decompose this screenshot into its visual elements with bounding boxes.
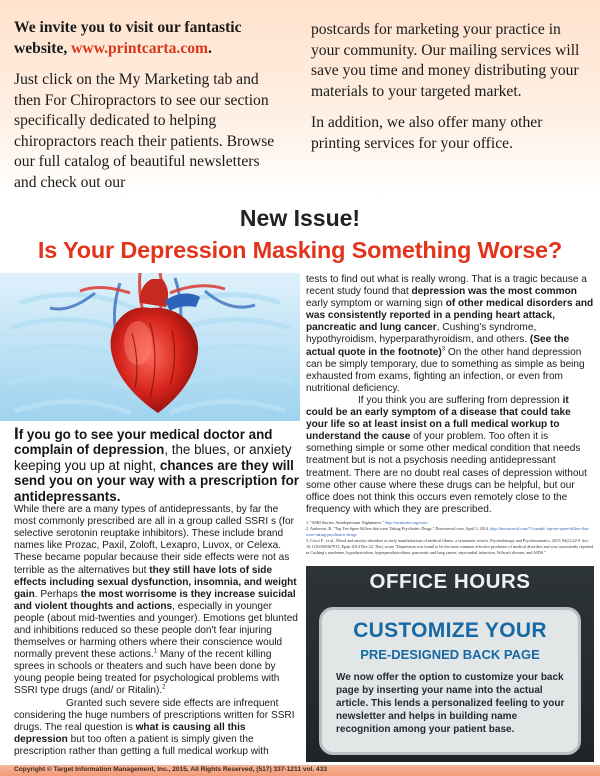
invite-lead [14,18,282,59]
ssri-paragraph [14,504,299,698]
footnotes [306,520,594,556]
depression-common-bold: depression was the most common [411,286,577,298]
office-hours-box [306,566,594,762]
drop-cap: I [14,424,19,443]
marketing-instructions: Just click on the My Marketing tab and then For Chiropractors to see our section specifically dedicated to helping chiropractors reach their patients. Browse our full catalog of beautiful newsletters and check out our [14,71,275,191]
lead-end: . [116,488,121,504]
customize-title: CUSTOMIZE YOUR [353,619,547,642]
lead-normal: , the blues, or anxiety keeping you up at night, [14,442,292,473]
office-hours-title: OFFICE HOURS [369,570,531,593]
copyright-text: Copyright © Target Information Management, Inc., 2015, All Rights Reserved, (517) 337-1211 vol. 433 [14,766,328,773]
cause-bold: what is causing all this depression [14,721,246,745]
advice-bold: it could be an early symptom of a disease that could take your life so at least insist on a full medical workup to understand the cause [306,394,571,443]
see-footnote-bold: (See the actual quote in the footnote) [306,334,570,358]
header-left-column [14,18,282,193]
cause-text: Granted such severe side effects are infrequent considering the huge numbers of prescriptions written for SSRI drugs. The real question is [14,697,295,733]
lead-bold: f you go to see your medical doctor and complain of depression [14,427,273,458]
ssri-text-cont: . Perhaps [34,588,81,600]
invite-line-suffix: . [208,39,212,57]
article-right-column [306,274,594,516]
article-lead-paragraph [14,426,299,504]
suicidal-bold: the most worrisome is they increase suicidal and violent thoughts and actions [14,588,296,612]
customize-badge [319,607,581,755]
study-paragraph [306,274,594,395]
new-issue-kicker: New Issue! [239,205,361,231]
cause-paragraph [14,698,299,758]
advice-text-cont: of your problem. Too often it is something simple or some other medical condition that needs treatment but is not a psychosis needing antidepressant treatment. There are no doubt real cases of depression without some other cause where these drugs can be helpful, but our office does not think this occurs even remotely close to the frequency with which they are prescribed. [306,431,587,515]
lead-bold-2: chances are they will send you on your way with a prescription for antidepressants [14,457,299,504]
website-link[interactable]: www.printcarta.com [71,39,209,57]
printing-services-paragraph: In addition, we also offer many other printing services for your office. [311,114,543,152]
heart-anatomy-illustration [0,273,300,421]
footnote-3 [306,538,594,556]
invite-line: We invite you to visit our fantastic [14,19,242,36]
header-right-column [311,20,593,154]
customize-subtitle: PRE-DESIGNED BACK PAGE [360,647,540,662]
article-headline: Is Your Depression Masking Something Worse? [37,237,563,263]
footnote-2-link[interactable]: http://dorostrowd.com/??/saymh/ top-ten-spree-killers-that-were-taking-psychiatric-drugs [306,526,590,537]
heart-illustration-svg [0,273,300,421]
header-banner [0,0,600,196]
side-effects-bold: they still have lots of side effects including sexual dysfunction, insomnia, and weight gain [14,564,297,600]
footnote-ref-3: 3 [441,346,446,353]
footer-bar [0,765,600,776]
study-text: tests to find out what is really wrong. That is a tragic because a recent study found that [306,274,587,298]
footnote-2 [306,526,594,538]
footnote-1-text: 1. "SSRI Stories: Antidepressant Nightmares." [306,520,385,525]
customize-text: We now offer the option to customize your back page by inserting your name into the actual article. This lends a personalized feeling to your newsletter and helps in building name recognition among your patient base. [336,672,565,735]
study-text-cont: early symptom or warning sign [306,298,446,310]
advice-paragraph [306,395,594,516]
footnote-2-text: 2. Anderson, B. "Top Ten Spree Killers that were Taking Psychiatric Drugs." Dorostrowd.com, April 3, 2014, [306,526,491,531]
article-left-column [14,426,299,758]
footnote-ref-2: 2 [162,685,166,692]
ssri-text: While there are a many types of antidepressants, by far the most commonly prescribed are all in a group called SSRI s (for selective serotonin reuptake inhibitors). These include brand names like Prozac, Paxil, Zoloft, Lexapro, Luvox, or Celexa. These became popular because their side effects were not as terrible as the alternatives but [14,504,294,576]
study-text-cont-2: , Cushing's syndrome, hypothyroidism, hyperparathyroidism, and others. [306,322,537,346]
footnote-ref-1: 1 [153,648,158,655]
footnote-3-text: 3. Cosci F., et al., Mood and anxiety disorders as early manifestations of medical illness: a systematic review. Psychotherapy and Psychosomatics, 2015; 84(1):22-9. doi: 10.1159/000367913. Epub 2014 Dec 24. They wrote "Depression was found to be the most common affective prodrome of medical disorders and was consistently reported in Cushing's syndrome, hypothyroidism, hyperparathyroidism, pancreatic and lung cancer, myocardial infarction, Wilson's disease, and AIDS." [306,538,594,555]
study-text-cont-3: On the other hand depression can be simply temporary, due to something as simple as being exhausted from exams, fighting an infection, or even from nutritional deficiency. [306,346,585,394]
footnote-1-link[interactable]: http://ssristories.org/ssris/ [384,520,428,525]
ssri-text-cont-3: Many of the recent killing sprees in schools or theaters and such have been done by young people being treated for psychological problems with SSRI type drugs (and/ or Ritalin). [14,649,280,697]
invite-line-prefix: website, [14,39,72,57]
ssri-text-cont-2: , especially in younger people (about mid-twenties and younger). Emotions get blunted and inhibitions reduced so these people don't fear injuring themselves or harming others where their conscience would normally prevent these actions. [14,600,298,661]
disorders-bold: of other medical disorders and was consistently reported in a pending heart attack, pancreatic and lung cancer [306,298,594,334]
advice-text: If you think you are suffering from depression [358,394,563,406]
postcards-paragraph: postcards for marketing your practice in your community. Our mailing services will save you time and money distributing your materials to your targeted market. [311,21,580,100]
cause-text-cont: but too often a patient is simply given the prescription rather than getting a full medical workup with [14,733,269,757]
